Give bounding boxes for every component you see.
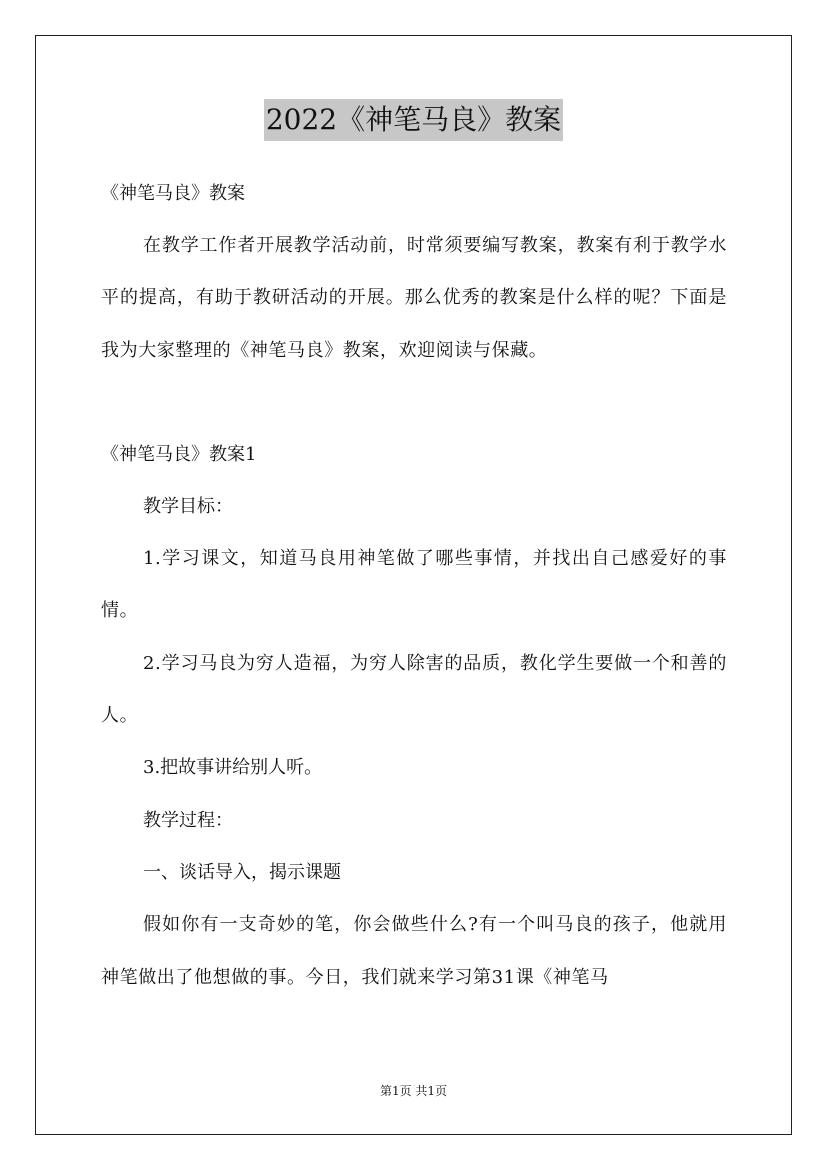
step-1-paragraph: 假如你有一支奇妙的笔，你会做些什么?有一个叫马良的孩子，他就用神笔做出了他想做的事。今日，我们就来学习第31课《神笔马	[101, 914, 727, 988]
intro-paragraph: 在教学工作者开展教学活动前，时常须要编写教案，教案有利于教学水平的提高，有助于教研活动的开展。那么优秀的教案是什么样的呢？下面是我为大家整理的《神笔马良》教案，欢迎阅读与保藏。	[101, 235, 727, 361]
blank-line	[101, 377, 727, 429]
page-footer	[0, 1082, 827, 1100]
document-subtitle: 《神笔马良》教案	[101, 183, 245, 204]
section-heading: 《神笔马良》教案1	[101, 443, 257, 465]
goal-item-1: 1.学习课文，知道马良用神笔做了哪些事情，并找出自己感爱好的事情。	[101, 548, 727, 622]
page-number: 第1页 共1页	[379, 1084, 448, 1098]
goal-item-3: 3.把故事讲给别人听。	[143, 757, 323, 779]
step-1-heading: 一、谈话导入，揭示课题	[143, 861, 341, 883]
goal-item-2: 2.学习马良为穷人造福，为穷人除害的品质，教化学生要做一个和善的人。	[101, 652, 727, 727]
goals-label: 教学目标：	[143, 495, 233, 517]
title-area	[0, 99, 827, 141]
document-body	[101, 168, 727, 1004]
process-label: 教学过程：	[143, 809, 233, 831]
document-title: 2022《神笔马良》教案	[264, 99, 563, 141]
